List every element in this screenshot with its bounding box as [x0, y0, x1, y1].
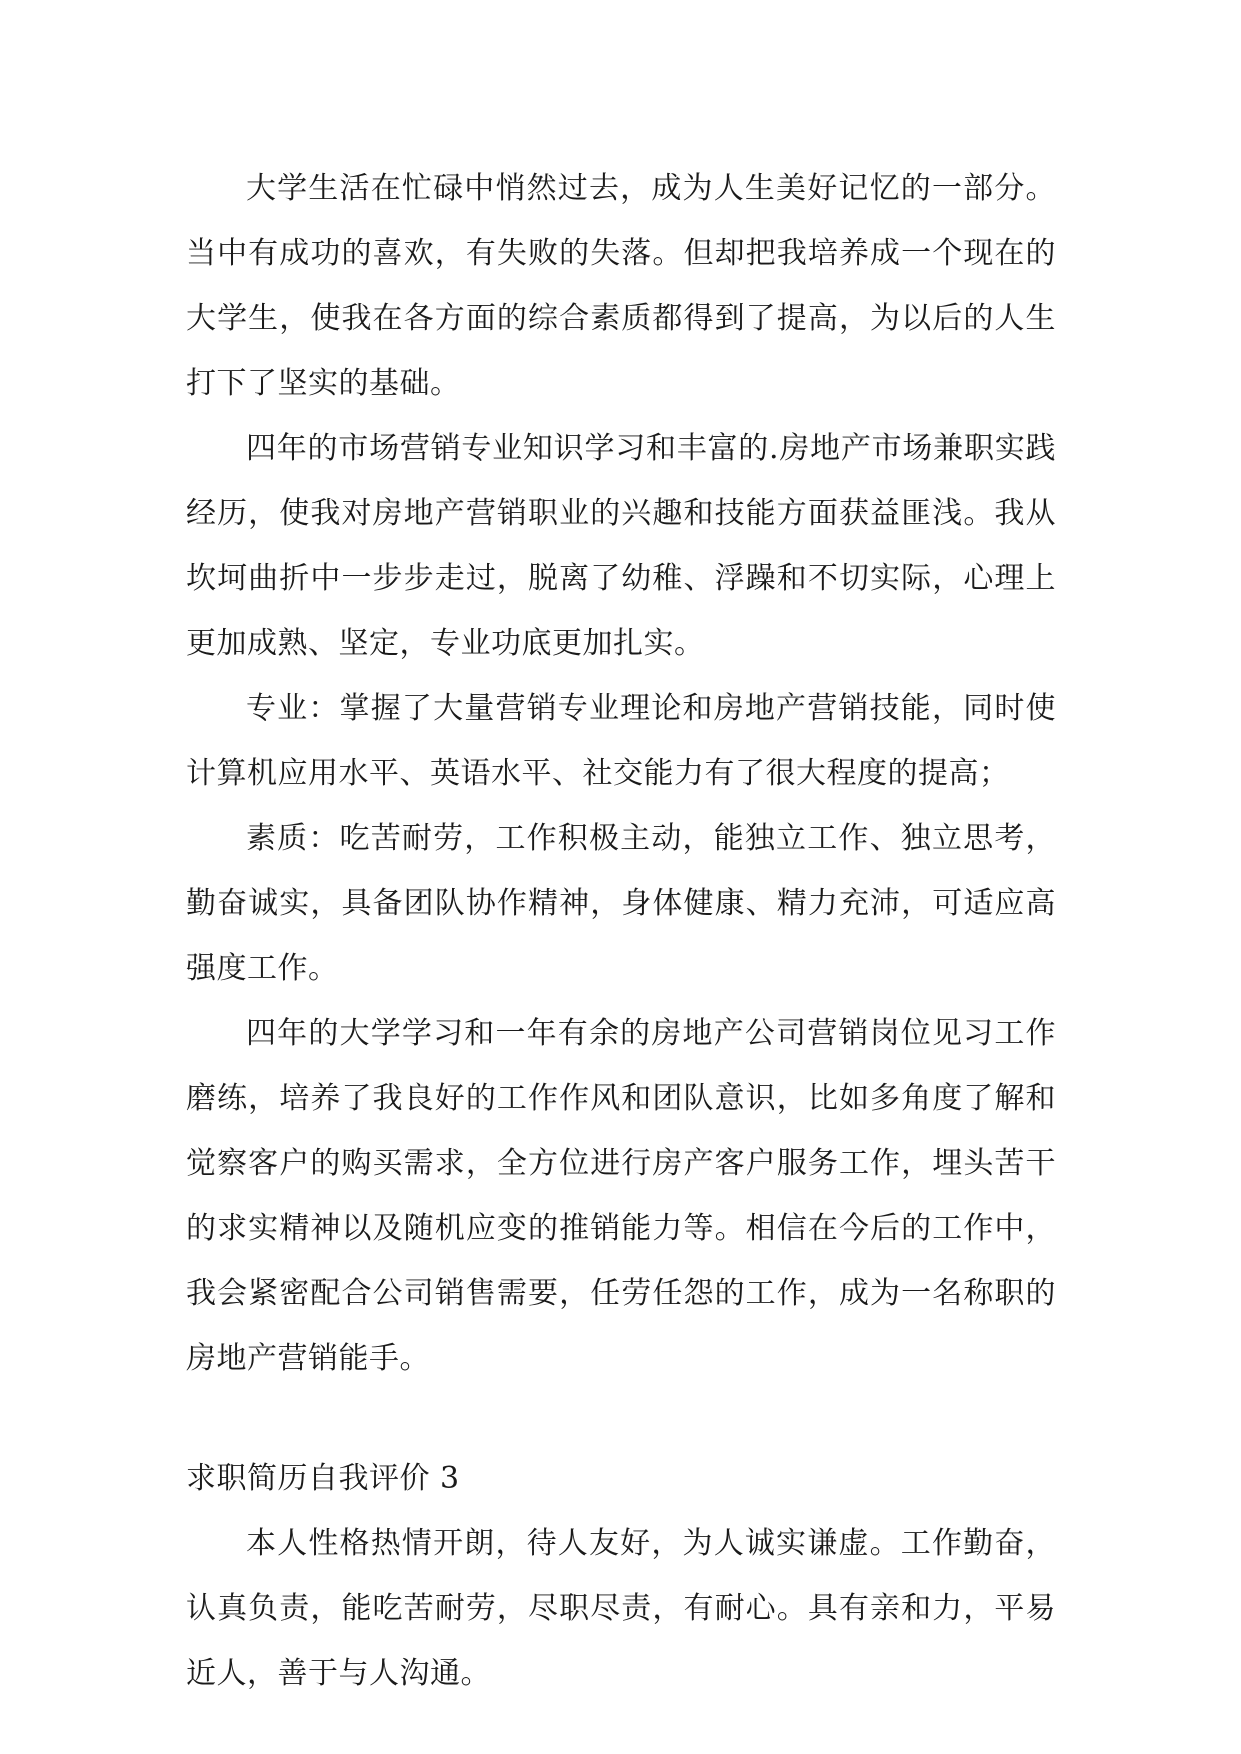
document-page: [186, 156, 1056, 1706]
paragraph-college-life: 大学生活在忙碌中悄然过去，成为人生美好记忆的一部分。当中有成功的喜欢，有失败的失落。但却把我培养成一个现在的大学生，使我在各方面的综合素质都得到了提高，为以后的人生打下了坚实的基础。: [186, 171, 1056, 401]
paragraph-professional-skills: 专业：掌握了大量营销专业理论和房地产营销技能，同时使计算机应用水平、英语水平、社交能力有了很大程度的提高；: [186, 691, 1056, 791]
paragraph-work-experience: 四年的大学学习和一年有余的房地产公司营销岗位见习工作磨练，培养了我良好的工作作风和团队意识，比如多角度了解和觉察客户的购买需求，全方位进行房产客户服务工作，埋头苦干的求实精神以及随机应变的推销能力等。相信在今后的工作中，我会紧密配合公司销售需要，任劳任怨的工作，成为一名称职的房地产营销能手。: [186, 1016, 1056, 1376]
paragraph-self-evaluation: 本人性格热情开朗，待人友好，为人诚实谦虚。工作勤奋，认真负责，能吃苦耐劳，尽职尽责，有耐心。具有亲和力，平易近人，善于与人沟通。: [186, 1526, 1056, 1691]
section-heading: 求职简历自我评价 3: [186, 1461, 460, 1496]
paragraph-marketing-study: 四年的市场营销专业知识学习和丰富的.房地产市场兼职实践经历，使我对房地产营销职业的兴趣和技能方面获益匪浅。我从坎坷曲折中一步步走过，脱离了幼稚、浮躁和不切实际，心理上更加成熟、坚定，专业功底更加扎实。: [186, 431, 1056, 661]
paragraph-personal-quality: 素质：吃苦耐劳，工作积极主动，能独立工作、独立思考，勤奋诚实，具备团队协作精神，身体健康、精力充沛，可适应高强度工作。: [186, 821, 1056, 986]
